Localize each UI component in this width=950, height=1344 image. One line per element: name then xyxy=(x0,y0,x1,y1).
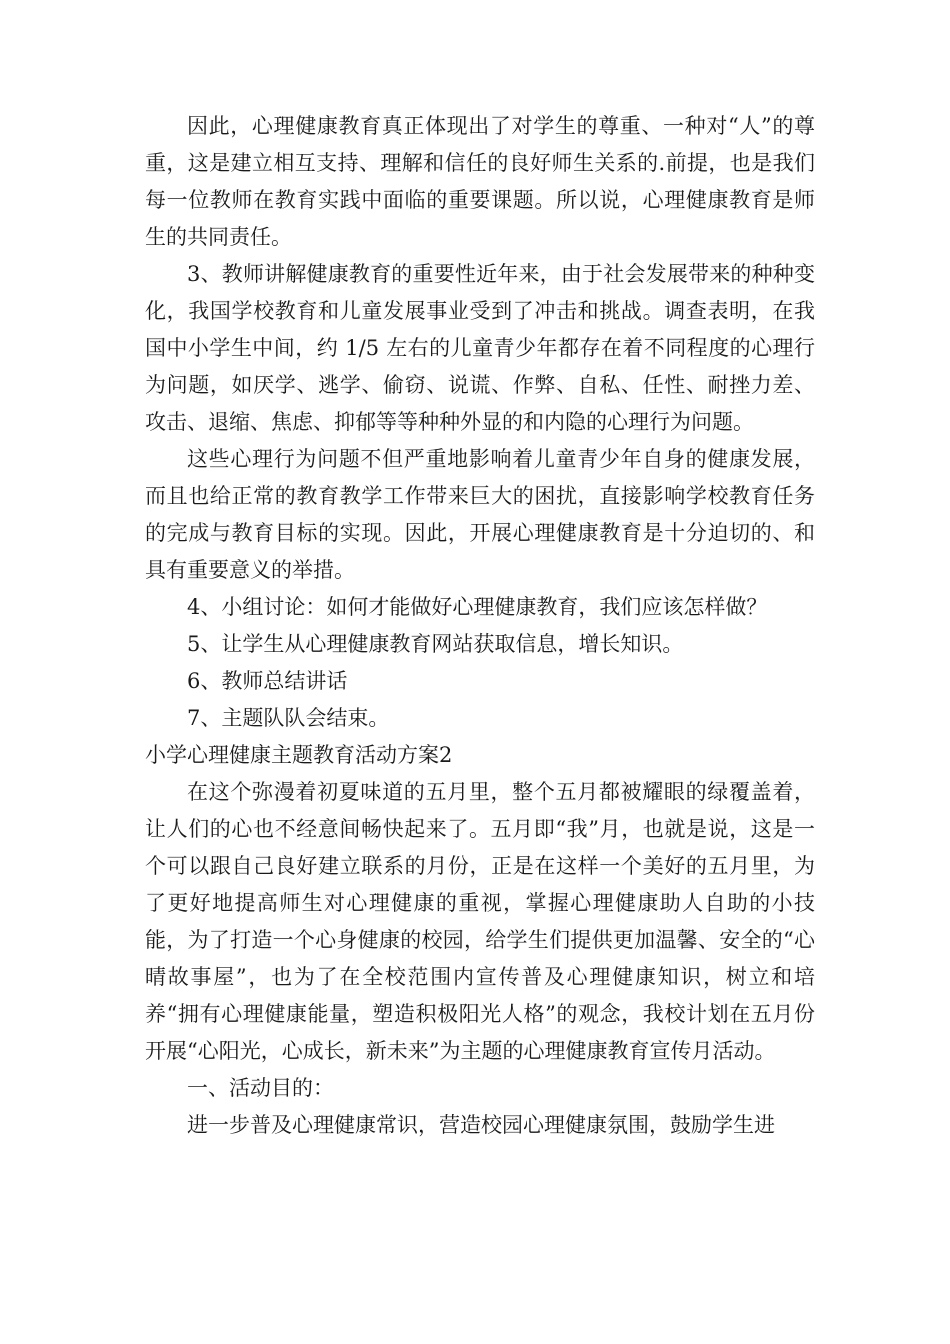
paragraph-problems: 这些心理行为问题不但严重地影响着儿童青少年自身的健康发展，而且也给正常的教育教学工作带来巨大的困扰，直接影响学校教育任务的完成与教育目标的实现。因此，开展心理健康教育是十分迫切的、和具有重要意义的举措。 xyxy=(145,447,815,582)
paragraph-step-5: 5、让学生从心理健康教育网站获取信息，增长知识。 xyxy=(187,632,684,656)
document-body xyxy=(145,108,815,1144)
paragraph-step-7: 7、主题队队会结束。 xyxy=(187,706,390,730)
paragraph-step-6: 6、教师总结讲话 xyxy=(187,669,348,693)
paragraph-purpose-title: 一、活动目的： xyxy=(187,1076,334,1100)
paragraph-respect: 因此，心理健康教育真正体现出了对学生的尊重、一种对“人”的尊重，这是建立相互支持、理解和信任的良好师生关系的.前提，也是我们每一位教师在教育实践中面临的重要课题。所以说，心理健康教育是师生的共同责任。 xyxy=(145,114,815,249)
paragraph-intro-may: 在这个弥漫着初夏味道的五月里，整个五月都被耀眼的绿覆盖着，让人们的心也不经意间畅快起来了。五月即“我”月，也就是说，这是一个可以跟自己良好建立联系的月份，正是在这样一个美好的五月里，为了更好地提高师生对心理健康的重视，掌握心理健康助人自助的小技能，为了打造一个心身健康的校园，给学生们提供更加温馨、安全的“心晴故事屋”，也为了在全校范围内宣传普及心理健康知识，树立和培养“拥有心理健康能量，塑造积极阳光人格”的观念，我校计划在五月份开展“心阳光，心成长，新未来”为主题的心理健康教育宣传月活动。 xyxy=(145,780,815,1063)
section-heading: 小学心理健康主题教育活动方案2 xyxy=(145,743,453,767)
paragraph-step-3: 3、教师讲解健康教育的重要性近年来，由于社会发展带来的种种变化，我国学校教育和儿童发展事业受到了冲击和挑战。调查表明，在我国中小学生中间，约 1/5 左右的儿童青少年都存在着不同程度的心理行为问题，如厌学、逃学、偷窃、说谎、作弊、自私、任性、耐挫力差、攻击、退缩、焦虑、抑郁等等种种外显的和内隐的心理行为问题。 xyxy=(145,262,815,434)
paragraph-purpose-body: 进一步普及心理健康常识，营造校园心理健康氛围，鼓励学生进 xyxy=(187,1113,775,1137)
paragraph-step-4: 4、小组讨论：如何才能做好心理健康教育，我们应该怎样做？ xyxy=(187,595,768,619)
